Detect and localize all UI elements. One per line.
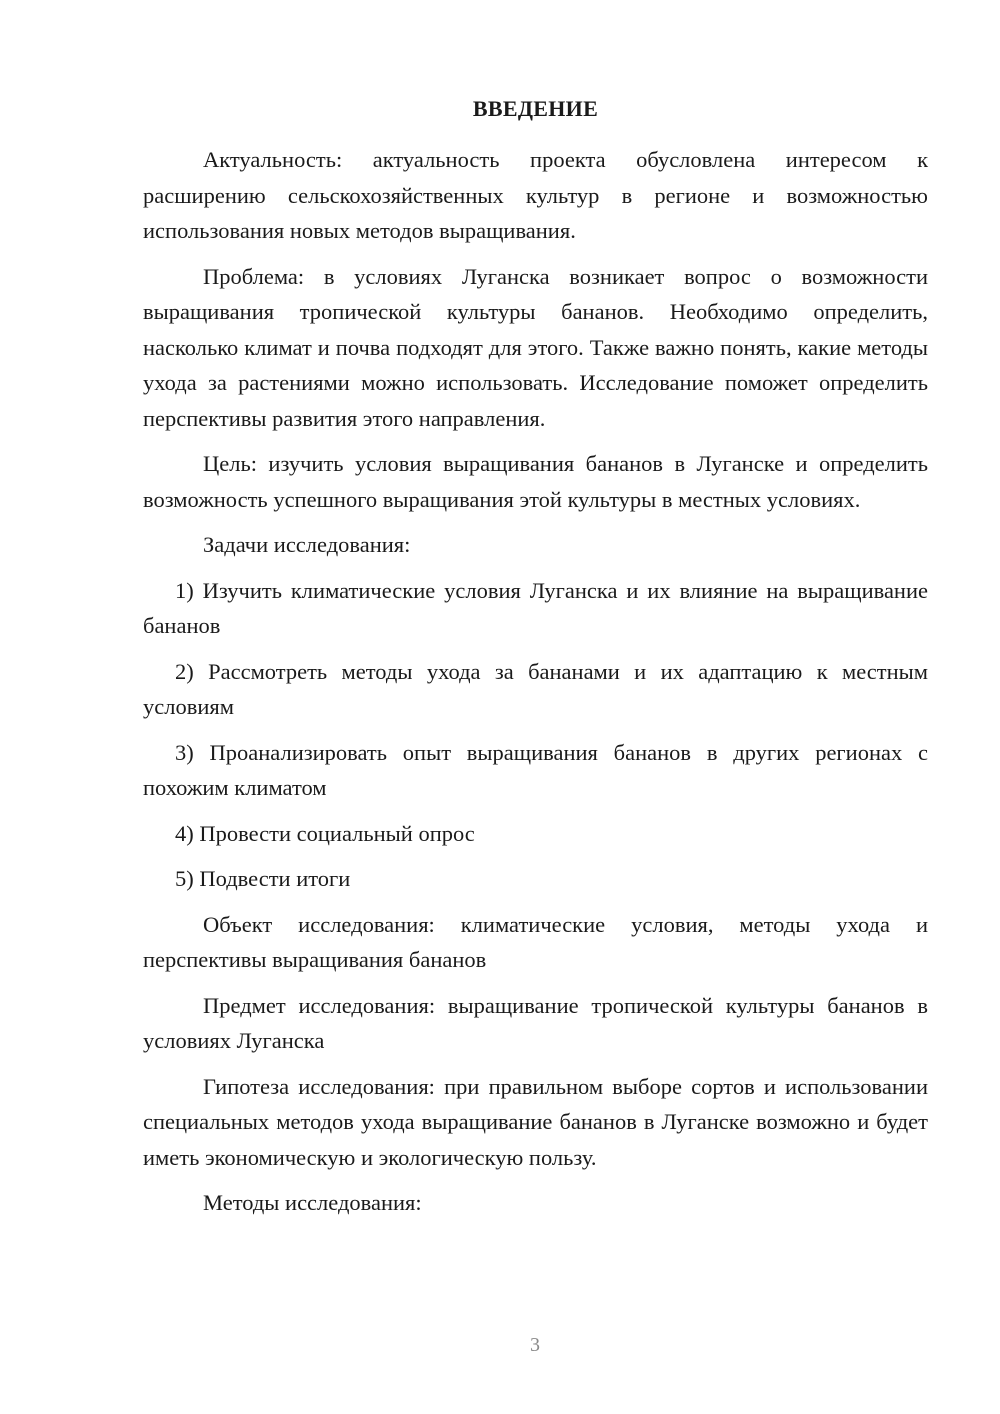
paragraph-methods-heading: Методы исследования:: [203, 1190, 422, 1215]
paragraph-relevance: Актуальность: актуальность проекта обусловлена интересом к расширению сельскохозяйственных культур в регионе и возможностью использования новых методов выращивания.: [143, 147, 928, 243]
paragraph-problem: Проблема: в условиях Луганска возникает вопрос о возможности выращивания тропической культуры бананов. Необходимо определить, насколько климат и почва подходят для этого. Также важно понять, какие методы ухода за растениями можно использовать. Исследование поможет определить перспективы развития этого направления.: [143, 263, 928, 431]
paragraph-tasks-heading: Задачи исследования:: [203, 532, 411, 557]
page-title: ВВЕДЕНИЕ: [472, 96, 599, 121]
task-item-4: 4) Провести социальный опрос: [175, 820, 475, 846]
paragraph-goal: Цель: изучить условия выращивания бананов в Луганске и определить возможность успешного выращивания этой культуры в местных условиях.: [143, 451, 928, 512]
task-item-5: 5) Подвести итоги: [175, 866, 351, 891]
task-item-3: 3) Проанализировать опыт выращивания бананов в других регионах с похожим климатом: [143, 739, 928, 800]
document-body: [143, 142, 928, 1231]
task-item-2: 2) Рассмотреть методы ухода за бананами и их адаптацию к местным условиям: [143, 658, 928, 719]
paragraph-object: Объект исследования: климатические условия, методы ухода и перспективы выращивания бананов: [143, 911, 928, 972]
paragraph-subject: Предмет исследования: выращивание тропической культуры бананов в условиях Луганска: [143, 992, 928, 1053]
page-number: 3: [530, 1334, 540, 1356]
paragraph-hypothesis: Гипотеза исследования: при правильном выборе сортов и использовании специальных методов ухода выращивание бананов в Луганске возможно и будет иметь экономическую и экологическую пользу.: [143, 1073, 928, 1170]
task-item-1: 1) Изучить климатические условия Луганска и их влияние на выращивание бананов: [143, 577, 928, 638]
